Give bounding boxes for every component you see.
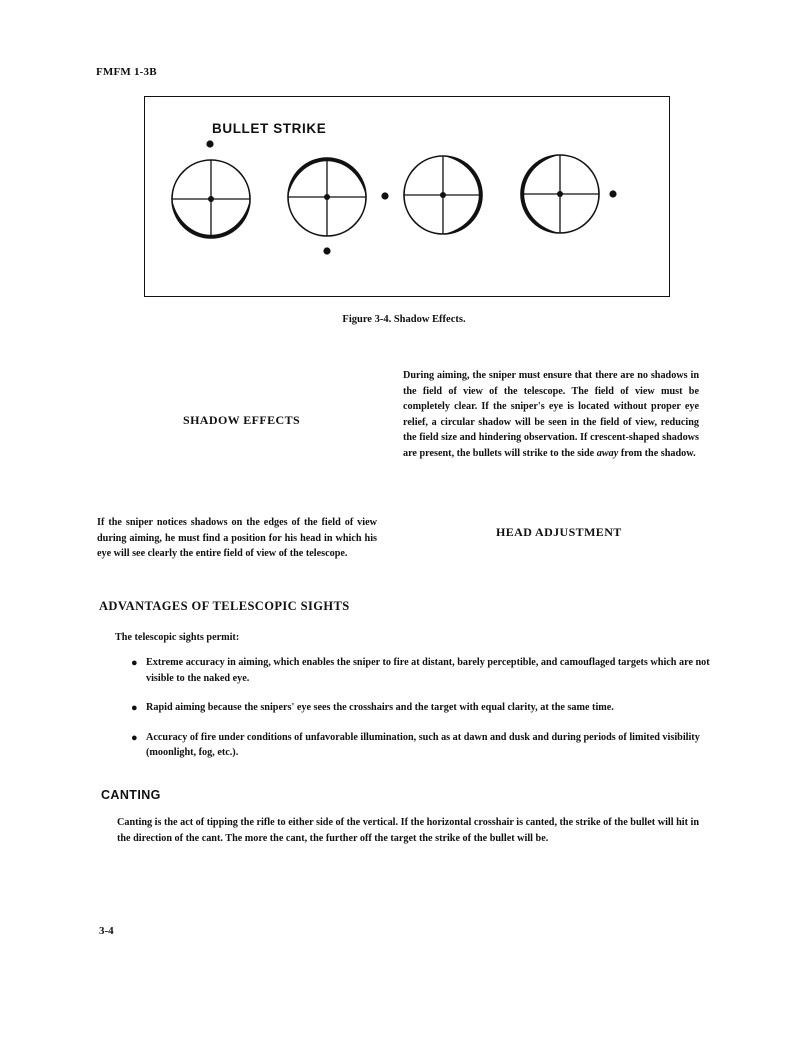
shadow-effects-paragraph: During aiming, the sniper must ensure that there are no shadows in the field of view of the telescope. The field of view must be completely clear. If the sniper's eye is located without proper eye relief, a circular shadow will be seen in the field of view, reducing the field size and hindering observation. If crescent-shaped shadows are present, the bullets will strike to the side away from the shadow.	[403, 370, 699, 459]
head-adjustment-paragraph: If the sniper notices shadows on the edges of the field of view during aiming, he must find a position for his head in which his eye will see clearly the entire field of view of the telescope.	[97, 517, 377, 559]
page-number: 3-4	[99, 925, 114, 937]
advantages-list	[131, 655, 711, 775]
section-heading-canting: CANTING	[101, 788, 161, 802]
bullet-strike-dot-right	[609, 190, 616, 197]
emphasis-away: away	[596, 447, 619, 459]
advantages-intro: The telescopic sights permit:	[115, 632, 240, 643]
bullet-strike-dot-bottom	[323, 247, 330, 254]
list-item: ● Rapid aiming because the snipers' eye sees the crosshairs and the target with equal clarity, at the same time.	[131, 700, 711, 716]
canting-paragraph: Canting is the act of tipping the rifle to either side of the vertical. If the horizontal crosshair is canted, the strike of the bullet will hit in the direction of the cant. The more the cant, the further off the target the strike of the bullet will be.	[117, 817, 700, 844]
section-heading-head-adjustment: HEAD ADJUSTMENT	[496, 525, 622, 539]
bullet-icon: ●	[131, 657, 138, 669]
section-heading-advantages: ADVANTAGES OF TELESCOPIC SIGHTS	[99, 599, 350, 613]
figure-label-bullet-strike: BULLET STRIKE	[212, 121, 327, 136]
bullet-strike-dot-left	[381, 192, 388, 199]
scope-shadow-left	[521, 155, 599, 233]
bullet-icon: ●	[131, 702, 138, 714]
scope-shadow-right	[404, 156, 482, 234]
section-heading-shadow-effects: SHADOW EFFECTS	[183, 413, 301, 427]
bullet-strike-dot-top	[206, 140, 213, 147]
list-item: ● Accuracy of fire under conditions of unfavorable illumination, such as at dawn and dusk and during periods of limited visibility (moonlight, fog, etc.).	[131, 731, 700, 758]
scope-shadow-bottom	[172, 160, 250, 238]
bullet-icon: ●	[131, 731, 138, 744]
list-item: ● Extreme accuracy in aiming, which enables the sniper to fire at distant, barely perceptible, and camouflaged targets which are not visible to the naked eye.	[131, 657, 710, 684]
scope-shadow-top	[288, 158, 366, 236]
figure-caption: Figure 3-4. Shadow Effects.	[342, 314, 466, 325]
shadow-effects-diagram	[144, 96, 670, 297]
manual-id-header: FMFM 1-3B	[96, 66, 157, 78]
